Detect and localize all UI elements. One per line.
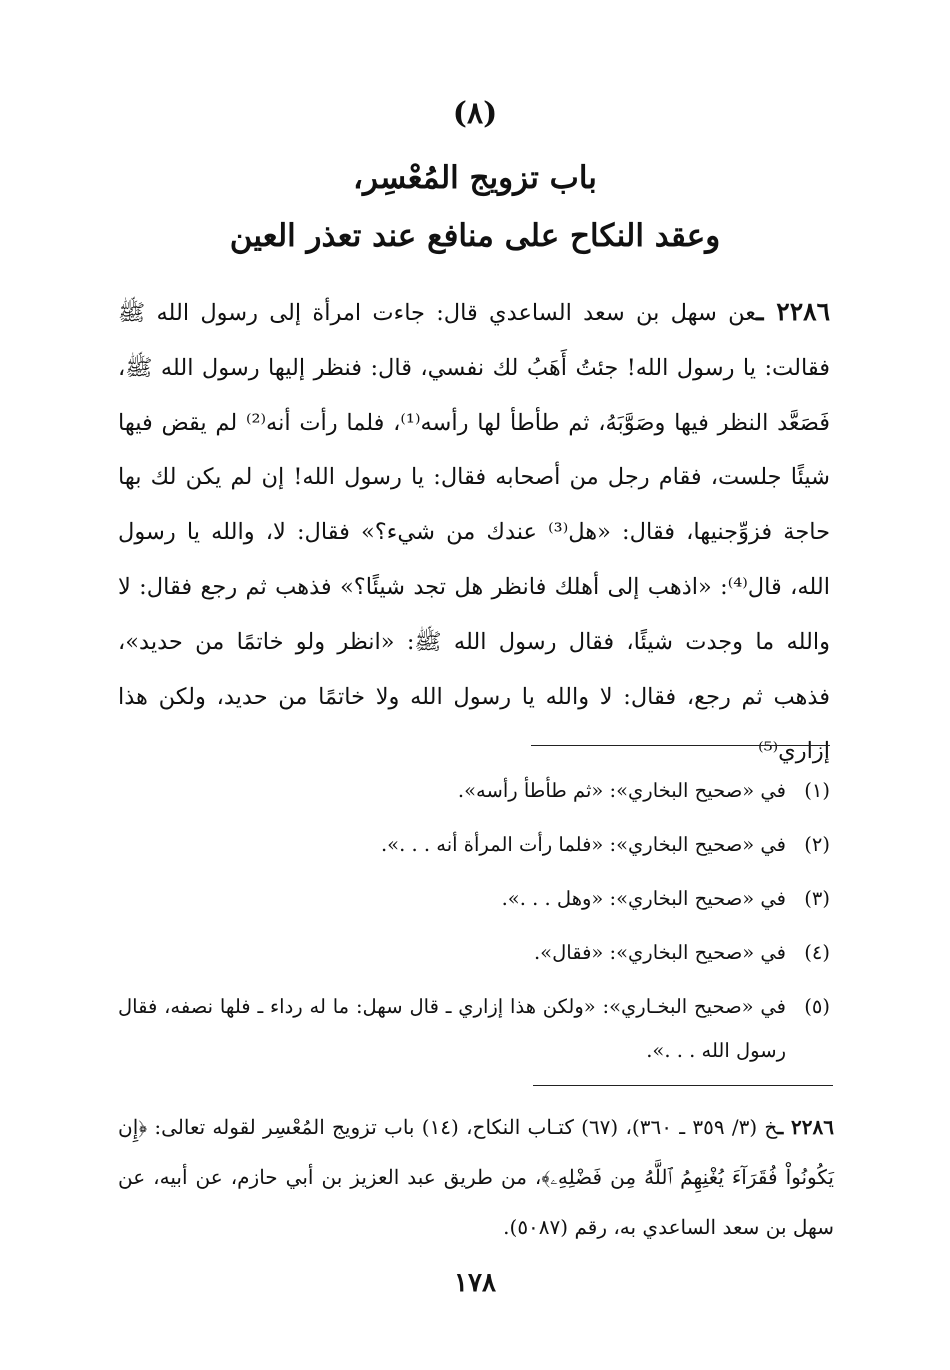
- footnote-divider: [531, 745, 830, 746]
- footnote-number: (٣): [804, 887, 830, 910]
- footnote-number: (٤): [804, 941, 830, 964]
- footnote-text: في «صحيح البخاري»: «فقال».: [533, 941, 786, 964]
- source-divider: [533, 1085, 833, 1086]
- hadith-paragraph: [118, 285, 830, 779]
- chapter-title-line-1: باب تزويج المُعْسِر،: [353, 160, 597, 196]
- footnote-3: [118, 872, 830, 926]
- footnote-1: [118, 764, 830, 818]
- footnote-text: في «صحيح البخاري»: «وهل . . .».: [501, 887, 786, 910]
- footnotes-section: [118, 764, 830, 1073]
- footnote-5: [118, 980, 830, 1073]
- footnote-4: [118, 926, 830, 980]
- source-reference: [118, 1102, 834, 1252]
- footnote-number: (٥): [804, 995, 830, 1018]
- page-number: ١٧٨: [454, 1268, 496, 1298]
- hadith-number: ٢٢٨٦ ـ: [756, 297, 830, 326]
- footnote-text: في «صحيح البخـاري»: «ولكن هذا إزاري ـ قال سهل: ما له رداء ـ فلها نصفه، فقال رسول الله . . .».: [118, 995, 786, 1062]
- footnote-number: (١): [804, 779, 830, 802]
- footnote-text: في «صحيح البخاري»: «فلما رأت المرأة أنه . . .».: [380, 833, 786, 856]
- chapter-number: (٨): [452, 96, 498, 131]
- source-hadith-number: ٢٢٨٦ ـ: [777, 1115, 834, 1139]
- chapter-title-line-2: وعقد النكاح على منافع عند تعذر العين: [229, 218, 721, 254]
- footnote-number: (٢): [804, 833, 830, 856]
- hadith-text: عن سهل بن سعد الساعدي قال: جاءت امرأة إلى رسول الله ﷺ فقالت: يا رسول الله! جئتُ أَهَبُ لك نفسي، قال: فنظر إليها رسول الله ﷺ، فَصَعَّد النظر فيها وصَوَّبَهُ، ثم طأطأ لها رأسه⁽¹⁾، فلما رأت أنه⁽²⁾ لم يقض فيها شيئًا جلست، فقام رجل من أصحابه فقال: يا رسول الله! إن لم يكن لك بها حاجة فزوِّجنيها، فقال: «هل⁽³⁾ عندك من شيء؟» فقال: لا، والله يا رسول الله، قال⁽⁴⁾: «اذهب إلى أهلك فانظر هل تجد شيئًا؟» فذهب ثم رجع فقال: لا والله ما وجدت شيئًا، فقال رسول الله ﷺ: «انظر ولو خاتمًا من حديد»، فذهب ثم رجع، فقال: لا والله يا رسول الله ولا خاتمًا من حديد، ولكن هذا إزاري⁽⁵⁾: [118, 300, 831, 765]
- hadith-body: [118, 285, 830, 779]
- footnote-2: [118, 818, 830, 872]
- footnote-text: في «صحيح البخاري»: «ثم طأطأ رأسه».: [457, 779, 786, 802]
- source-text: خ (٣/ ٣٥٩ ـ ٣٦٠)، (٦٧) كتـاب النكاح، (١٤) باب تزويج المُعْسِر لقوله تعالى: ﴿إِن يَكُونُواْ فُقَرَآءَ يُغْنِهِمُ ٱللَّهُ مِن فَضْلِهِۦ﴾، من طريق عبد العزيز بن أبي حازم، عن أبيه، عن سهل بن سعد الساعدي به، رقم (٥٠٨٧).: [118, 1115, 834, 1239]
